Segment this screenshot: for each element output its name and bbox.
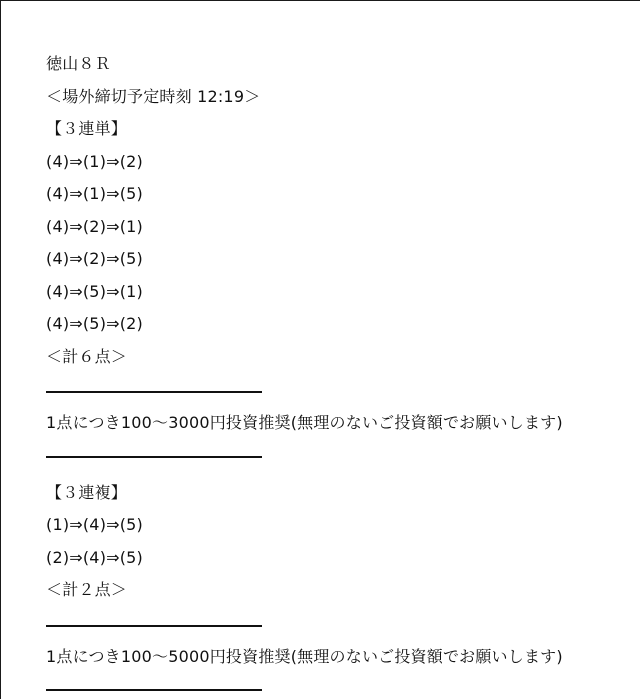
trifecta-combo: (4)⇒(2)⇒(1): [46, 216, 144, 236]
trio-total: ＜計２点＞: [46, 580, 128, 599]
trifecta-combo: (4)⇒(1)⇒(2): [46, 151, 144, 171]
deadline-text: ＜場外締切予定時刻 12:19＞: [46, 86, 261, 106]
trio-combo: (1)⇒(4)⇒(5): [46, 515, 144, 534]
divider: [46, 689, 262, 691]
betting-tip-document: [46, 48, 636, 691]
trio-header: 【３連複】: [46, 482, 128, 502]
trifecta-combo: (4)⇒(1)⇒(5): [46, 184, 144, 203]
trifecta-combo: (4)⇒(5)⇒(1): [46, 281, 144, 301]
trifecta-combo: (4)⇒(5)⇒(2): [46, 314, 144, 333]
trio-note: 1点につき100〜5000円投資推奨(無理のないご投資額でお願いします): [46, 646, 563, 666]
trifecta-header: 【３連単】: [46, 119, 128, 138]
race-title: 徳山８Ｒ: [46, 54, 111, 73]
trifecta-combo: (4)⇒(2)⇒(5): [46, 249, 144, 268]
divider: [46, 456, 262, 458]
divider: [46, 625, 262, 627]
trifecta-total: ＜計６点＞: [46, 346, 128, 366]
trifecta-note: 1点につき100〜3000円投資推奨(無理のないご投資額でお願いします): [46, 413, 563, 432]
trio-combo: (2)⇒(4)⇒(5): [46, 547, 144, 567]
divider: [46, 391, 262, 393]
